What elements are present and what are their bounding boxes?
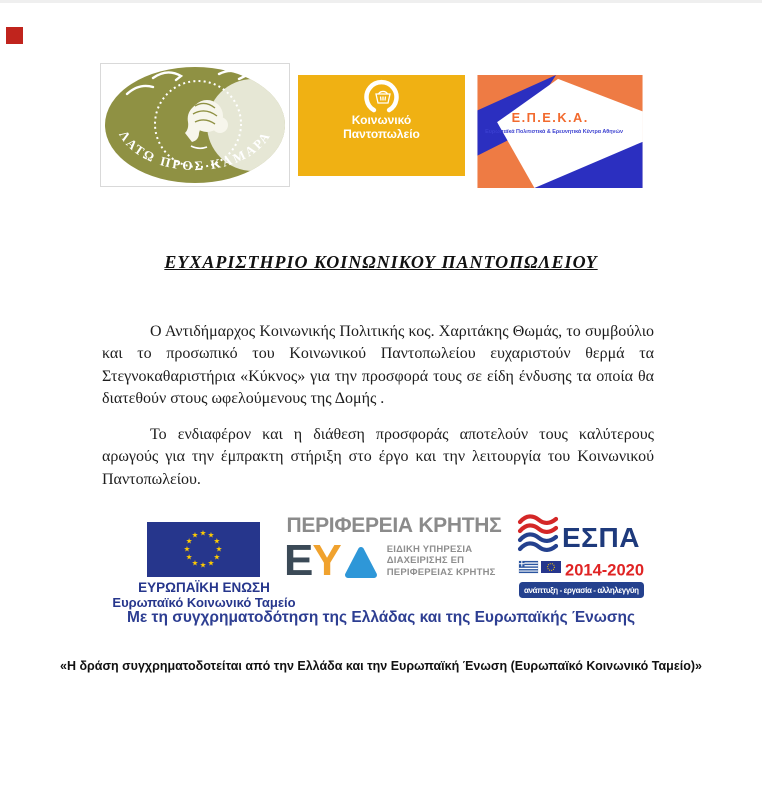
svg-text:★: ★: [199, 560, 207, 570]
svg-text:★: ★: [191, 558, 199, 568]
eyd-letter-e: Ε: [284, 536, 312, 585]
ring-icon: [367, 82, 397, 110]
basket-icon: [376, 91, 390, 103]
mini-eu-flag-icon: [541, 561, 561, 573]
eu-flag-icon: [147, 522, 260, 577]
svg-text:★: ★: [215, 544, 223, 554]
seal-arc-text: ΛΑΤΩ ΠΡΟΣ ΚΑΜΑΡΑ: [116, 127, 274, 174]
eu-caption: [108, 580, 300, 610]
eu-flag-logo: [147, 522, 260, 582]
paragraph-1: Ο Αντιδήμαρχος Κοινωνικής Πολιτικής κος. Χαριτάκης Θωμάς, το συμβούλιο και το προσωπικό του Κοινωνικού Παντοπωλείου ευχαριστούν θερμά τα Στεγνοκαθαριστήρια «Κύκνος» για την προσφορά τους σε είδη ένδυσης τα οποία θα διατεθούν στους ωφελούμενους της Δομής .: [102, 323, 654, 408]
svg-text:★: ★: [191, 530, 199, 540]
grocery-label-line2: Παντοπωλείο: [343, 127, 420, 141]
svg-text:★: ★: [183, 544, 191, 554]
document-title: ΕΥΧΑΡΙΣΤΗΡΙΟ ΚΟΙΝΩΝΙΚΟΥ ΠΑΝΤΟΠΩΛΕΙΟΥ: [164, 252, 598, 272]
svg-text:★: ★: [185, 536, 193, 546]
eu-union-label: ΕΥΡΩΠΑΪΚΗ ΕΝΩΣΗ: [138, 580, 270, 595]
eu-fund-label: Ευρωπαϊκό Κοινωνικό Ταμείο: [112, 595, 296, 610]
paragraph-2: Το ενδιαφέρον και η διάθεση προσφοράς αποτελούν τους καλύτερους αρωγούς για την έμπρακτη στήριξη στο έργο και την λειτουργία του Κοινωνικού Παντοπωλείου.: [102, 426, 654, 488]
epeka-logo-graphics: [476, 75, 644, 188]
svg-text:★: ★: [207, 530, 215, 540]
espa-title: ΕΣΠΑ: [562, 522, 640, 553]
footnote-quote: «Η δράση συγχρηματοδοτείται από την Ελλάδα και την Ευρωπαϊκή Ένωση (Ευρωπαϊκό Κοινωνικό Ταμείο)»: [60, 659, 702, 673]
unit-line-2: ΔΙΑΧΕΙΡΙΣΗΣ ΕΠ: [386, 555, 465, 567]
svg-text:★: ★: [185, 552, 193, 562]
svg-text:★: ★: [213, 536, 221, 546]
epeka-full-name: Ευρωπαϊκά Πολιτιστικά & Ερευνητικά Κέντρα Αθηνών: [485, 128, 624, 135]
espa-logo: [516, 514, 647, 607]
greek-flag-icon: [519, 561, 538, 573]
lato-pros-kamara-seal-icon: [101, 64, 289, 186]
espa-logo-graphics: [516, 514, 647, 602]
svg-text:★: ★: [199, 528, 207, 538]
unit-line-1: ΕΙΔΙΚΗ ΥΠΗΡΕΣΙΑ: [386, 543, 473, 555]
svg-text:★: ★: [213, 552, 221, 562]
municipal-seal-logo: [100, 63, 290, 187]
espa-period: 2014-2020: [565, 561, 644, 580]
epeka-acronym: Ε.Π.Ε.Κ.Α.: [511, 110, 589, 126]
grocery-label-line1: Κοινωνικό: [351, 113, 412, 127]
region-title: ΠΕΡΙΦΕΡΕΙΑ ΚΡΗΤΗΣ: [286, 514, 502, 537]
espa-tagline: ανάπτυξη - εργασία - αλληλεγγύη: [524, 586, 639, 595]
eyd-letter-y: Υ: [312, 536, 340, 585]
page-top-edge: [0, 0, 762, 3]
social-grocery-logo: [298, 75, 465, 176]
svg-text:★: ★: [207, 558, 215, 568]
unit-line-3: ΠΕΡΙΦΕΡΕΙΑΣ ΚΡΗΤΗΣ: [386, 566, 496, 578]
cofunding-line: Με τη συγχρηματοδότηση της Ελλάδας και της Ευρωπαϊκής Ένωσης: [126, 609, 636, 626]
eyd-delta-triangle-icon: [343, 545, 379, 581]
red-annotation-marker: [6, 27, 23, 44]
epeka-logo: [476, 75, 644, 188]
espa-waves-icon: [520, 516, 556, 549]
region-of-crete-logo: [278, 514, 510, 585]
